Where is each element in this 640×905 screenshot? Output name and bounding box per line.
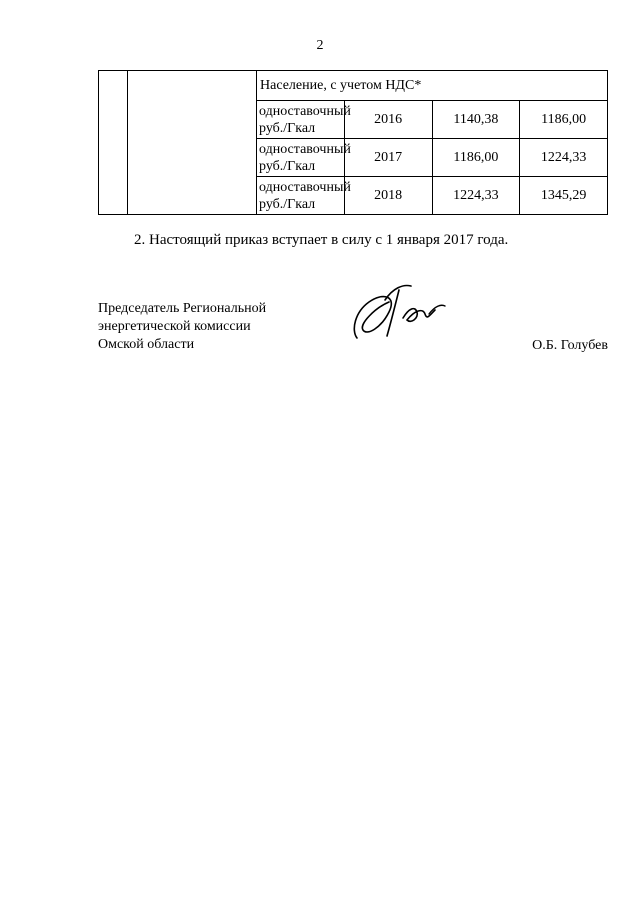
signatory-title-line2: энергетической комиссии bbox=[98, 319, 251, 334]
value-cell-first-half: 1224,33 bbox=[432, 177, 520, 215]
year-cell: 2017 bbox=[344, 139, 432, 177]
unit-measure: руб./Гкал bbox=[259, 158, 316, 174]
value-cell-first-half: 1140,38 bbox=[432, 101, 520, 139]
year-cell: 2018 bbox=[344, 177, 432, 215]
signatory-title-line3: Омской области bbox=[98, 337, 195, 352]
value-cell-second-half: 1345,29 bbox=[520, 177, 608, 215]
table-empty-cell-2 bbox=[128, 71, 257, 215]
value-cell-first-half: 1186,00 bbox=[432, 139, 520, 177]
tariff-table bbox=[98, 70, 608, 215]
unit-measure: руб./Гкал bbox=[259, 120, 316, 136]
year-cell: 2016 bbox=[344, 101, 432, 139]
unit-cell bbox=[257, 101, 351, 139]
signatory-title-line1: Председатель Региональной bbox=[98, 301, 267, 316]
unit-type: одноставочный bbox=[259, 103, 351, 119]
signer-name: О.Б. Голубев bbox=[532, 338, 608, 353]
value-cell-second-half: 1224,33 bbox=[520, 139, 608, 177]
unit-measure: руб./Гкал bbox=[259, 196, 316, 212]
unit-type: одноставочный bbox=[259, 141, 351, 157]
unit-type: одноставочный bbox=[259, 179, 351, 195]
handwritten-signature-icon bbox=[345, 278, 455, 350]
table-header-population: Население, с учетом НДС* bbox=[257, 71, 608, 101]
value-cell-second-half: 1186,00 bbox=[520, 101, 608, 139]
table-empty-cell-1 bbox=[99, 71, 128, 215]
unit-cell bbox=[257, 139, 351, 177]
order-effective-date-clause: 2. Настоящий приказ вступает в силу с 1 января 2017 года. bbox=[134, 232, 509, 248]
signatory-title bbox=[98, 300, 266, 354]
table-header-row bbox=[99, 71, 608, 101]
page-number: 2 bbox=[316, 38, 324, 53]
unit-cell bbox=[257, 177, 351, 215]
